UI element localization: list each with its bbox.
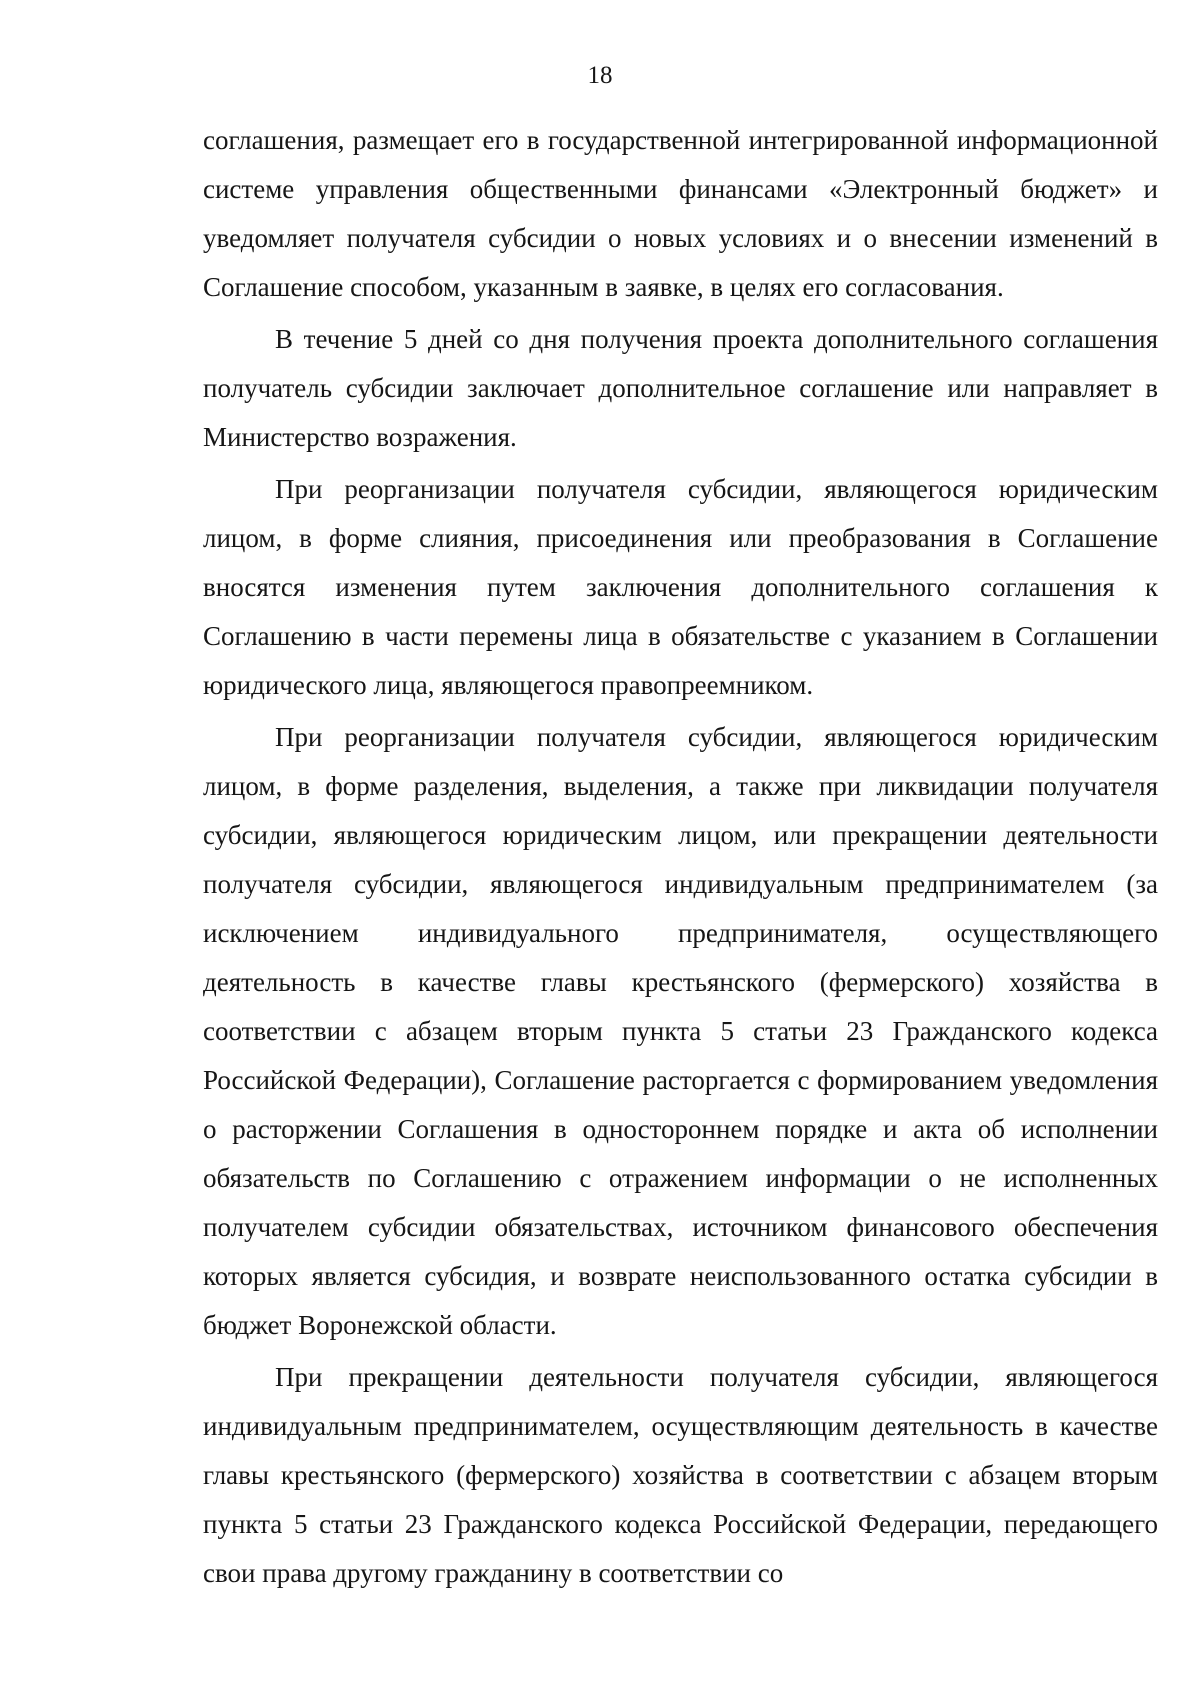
paragraph-reorganization-merger: При реорганизации получателя субсидии, являющегося юридическим лицом, в форме слияния, присоединения или преобразования в Соглашение вносятся изменения путем заключения дополнительного соглашения к Соглашению в части перемены лица в обязательстве с указанием в Соглашении юридического лица, являющегося правопреемником. [203,474,1158,700]
paragraph-additional-agreement-term: В течение 5 дней со дня получения проекта дополнительного соглашения получатель субсидии заключает дополнительное соглашение или направляет в Министерство возражения. [203,324,1158,452]
paragraph-continuation: соглашения, размещает его в государственной интегрированной информационной системе управления общественными финансами «Электронный бюджет» и уведомляет получателя субсидии о новых условиях и о внесении изменений в Соглашение способом, указанным в заявке, в целях его согласования. [203,125,1158,302]
paragraph-reorganization-division: При реорганизации получателя субсидии, являющегося юридическим лицом, в форме разделения, выделения, а также при ликвидации получателя субсидии, являющегося юридическим лицом, или прекращении деятельности получателя субсидии, являющегося индивидуальным предпринимателем (за исключением индивидуального предпринимателя, осуществляющего деятельность в качестве главы крестьянского (фермерского) хозяйства в соответствии с абзацем вторым пункта 5 статьи 23 Гражданского кодекса Российской Федерации), Соглашение расторгается с формированием уведомления о расторжении Соглашения в одностороннем порядке и акта об исполнении обязательств по Соглашению с отражением информации о не исполненных получателем субсидии обязательствах, источником финансового обеспечения которых является субсидия, и возврате неиспользованного остатка субсидии в бюджет Воронежской области. [203,722,1158,1340]
document-body [203,116,1158,1598]
paragraph-termination-entrepreneur: При прекращении деятельности получателя субсидии, являющегося индивидуальным предпринимателем, осуществляющим деятельность в качестве главы крестьянского (фермерского) хозяйства в соответствии с абзацем вторым пункта 5 статьи 23 Гражданского кодекса Российской Федерации, передающего свои права другому гражданину в соответствии со [203,1362,1158,1588]
page-number: 18 [587,62,613,89]
